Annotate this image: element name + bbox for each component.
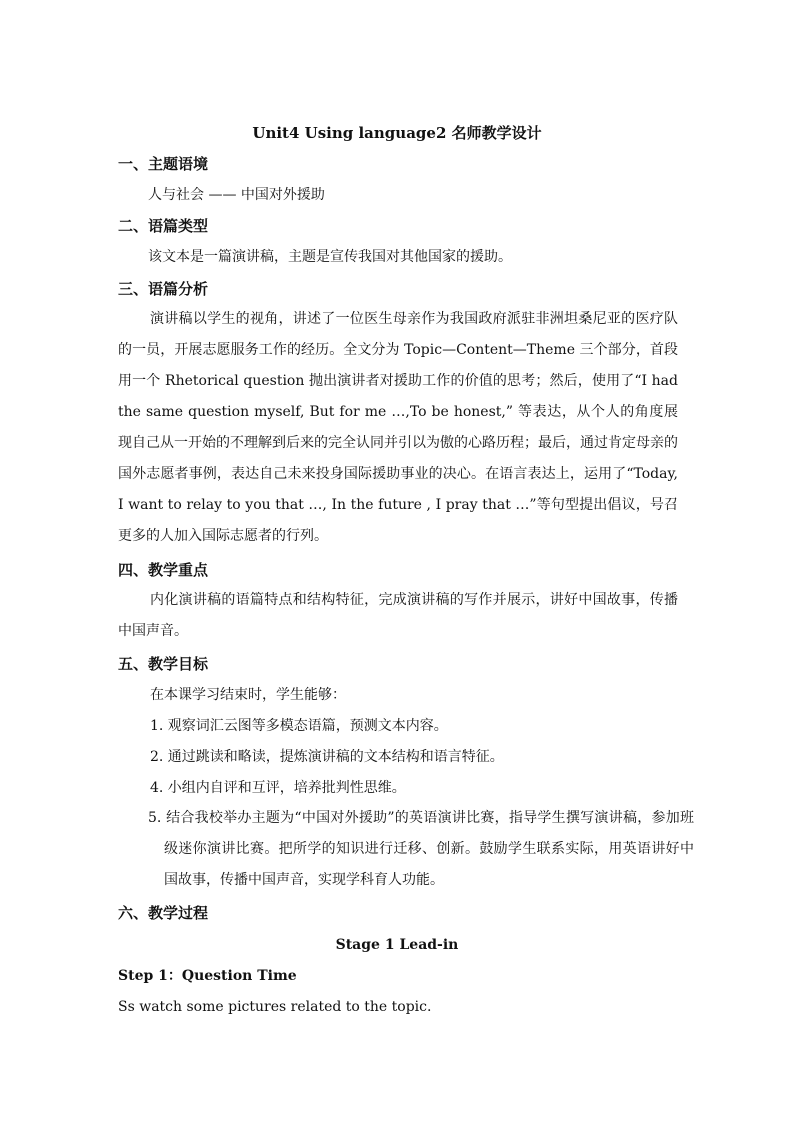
objective-item-5: 5. 结合我校举办主题为“中国对外援助”的英语演讲比赛，指导学生撰写演讲稿，参加班级迷你演讲比赛。把所学的知识进行迁移、创新。鼓励学生联系实际，用英语讲好中国故事，传播中国声音，实现学科育人功能。 — [148, 810, 694, 888]
section-heading-theme-context: 一、主题语境 — [118, 155, 209, 173]
text-type-text: 该文本是一篇演讲稿，主题是宣传我国对其他国家的援助。 — [148, 249, 512, 265]
stage-1-heading: Stage 1 Lead-in — [335, 937, 459, 953]
objectives-intro: 在本课学习结束时，学生能够： — [150, 687, 346, 703]
section-heading-teaching-objectives: 五、教学目标 — [118, 655, 209, 673]
section-heading-teaching-process: 六、教学过程 — [118, 904, 209, 922]
objective-item-1: 1. 观察词汇云图等多模态语篇，预测文本内容。 — [150, 718, 448, 734]
step-1-text: Ss watch some pictures related to the topic. — [118, 999, 432, 1015]
step-1-heading: Step 1：Question Time — [118, 968, 297, 984]
objective-item-2: 2. 通过跳读和略读，提炼演讲稿的文本结构和语言特征。 — [150, 749, 504, 765]
theme-context-text: 人与社会 —— 中国对外援助 — [148, 187, 325, 203]
objective-item-4: 4. 小组内自评和互评，培养批判性思维。 — [150, 780, 406, 796]
section-heading-teaching-focus: 四、教学重点 — [118, 561, 209, 579]
section-heading-text-analysis: 三、语篇分析 — [118, 280, 209, 298]
section-heading-text-type: 二、语篇类型 — [118, 217, 209, 235]
teaching-focus-paragraph: 内化演讲稿的语篇特点和结构特征，完成演讲稿的写作并展示，讲好中国故事，传播中国声音。 — [118, 592, 678, 639]
document-title: Unit4 Using language2 名师教学设计 — [252, 124, 542, 142]
text-analysis-paragraph: 演讲稿以学生的视角，讲述了一位医生母亲作为我国政府派驻非洲坦桑尼亚的医疗队的一员，开展志愿服务工作的经历。全文分为 Topic—Content—Theme 三个部分，首段用一个 Rhetorical question 抛出演讲者对援助工作的价值的思考；然后，使用了“I had the same question myself, But for me …,To be honest,” 等表达，从个人的角度展现自己从一开始的不理解到后来的完全认同并引以为傲的心路历程；最后，通过肯定母亲的国外志愿者事例，表达自己未来投身国际援助事业的决心。在语言表达上，运用了“Today, I want to relay to you that …, In the future , I pray that …”等句型提出倡议，号召更多的人加入国际志愿者的行列。 — [118, 311, 678, 544]
